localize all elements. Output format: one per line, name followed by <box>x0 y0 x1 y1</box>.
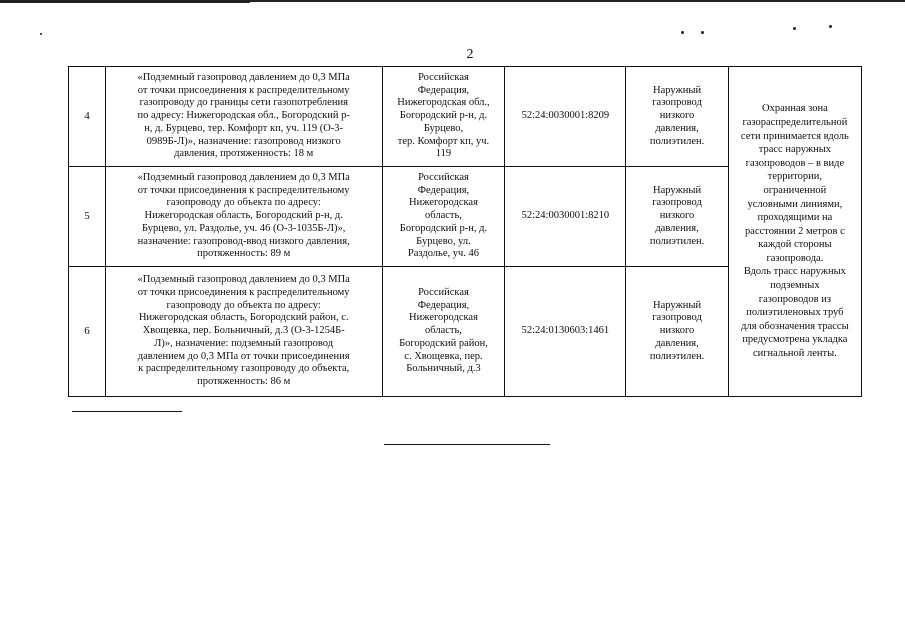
scan-border-left <box>0 0 250 3</box>
protection-zone-note: Охранная зона газораспределительной сети принимается вдоль трасс наружных газопроводов – в виде территории, ограниченной условными линиями, проходящими на расстоянии 2 метров с каждой стороны газопровода. Вдоль трасс наружных подземных газопроводов из полиэтиленовых труб для обозначения трассы предусмотрена укладка сигнальной ленты. <box>728 67 861 397</box>
cadastral-number: 52:24:0030001:8210 <box>505 167 626 267</box>
scan-speck <box>681 31 684 34</box>
object-description: «Подземный газопровод давлением до 0,3 МПа от точки присоединения к распределительному газопроводу до объекта по адресу: Нижегородская область, Богородский р-н, д. Бурцево, ул. Раздолье, уч. 46 (О-3-1035Б-Л)», назначение: газопровод-ввод низкого давления, протяженность: 89 м <box>105 167 382 267</box>
footnote-rule <box>72 411 182 412</box>
cadastral-number: 52:24:0130603:1461 <box>505 267 626 397</box>
scan-border-right <box>250 0 905 2</box>
pipeline-type: Наружный газопровод низкого давления, полиэтилен. <box>626 267 728 397</box>
scan-speck <box>40 33 42 35</box>
page-number: 2 <box>466 47 474 62</box>
scan-edge <box>0 0 905 6</box>
pipeline-type: Наружный газопровод низкого давления, полиэтилен. <box>626 67 728 167</box>
pipeline-type: Наружный газопровод низкого давления, полиэтилен. <box>626 167 728 267</box>
separator-rule <box>384 444 550 445</box>
object-location: Российская Федерация, Нижегородская область, Богородский район, с. Хвощевка, пер. Больничный, д.3 <box>382 267 505 397</box>
registry-table <box>68 66 862 397</box>
scan-speck <box>829 25 832 28</box>
object-description: «Подземный газопровод давлением до 0,3 МПа от точки присоединения к распределительному газопроводу до объекта по адресу: Нижегородская область, Богородский район, с. Хвощевка, пер. Больничный, д.3 (О-3-1254Б- Л)», назначение: подземный газопровод давлением до 0,3 МПа от точки присоединения к распределительному газопроводу до объекта, протяженность: 86 м <box>105 267 382 397</box>
row-number: 5 <box>69 167 106 267</box>
row-number: 6 <box>69 267 106 397</box>
object-location: Российская Федерация, Нижегородская область, Богородский р-н, д. Бурцево, ул. Раздолье, уч. 46 <box>382 167 505 267</box>
object-description: «Подземный газопровод давлением до 0,3 МПа от точки присоединения к распределительному газопроводу до границы сети газопотребления по адресу: Нижегородская обл., Богородский р- н, д. Бурцево, тер. Комфорт кп, уч. 119 (О-3- 0989Б-Л)», назначение: газопровод низкого давления, протяженность: 18 м <box>105 67 382 167</box>
cadastral-number: 52:24:0030001:8209 <box>505 67 626 167</box>
row-number: 4 <box>69 67 106 167</box>
table-row <box>69 67 862 167</box>
scan-speck <box>793 27 796 30</box>
scan-speck <box>701 31 704 34</box>
object-location: Российская Федерация, Нижегородская обл., Богородский р-н, д. Бурцево, тер. Комфорт кп, уч. 119 <box>382 67 505 167</box>
